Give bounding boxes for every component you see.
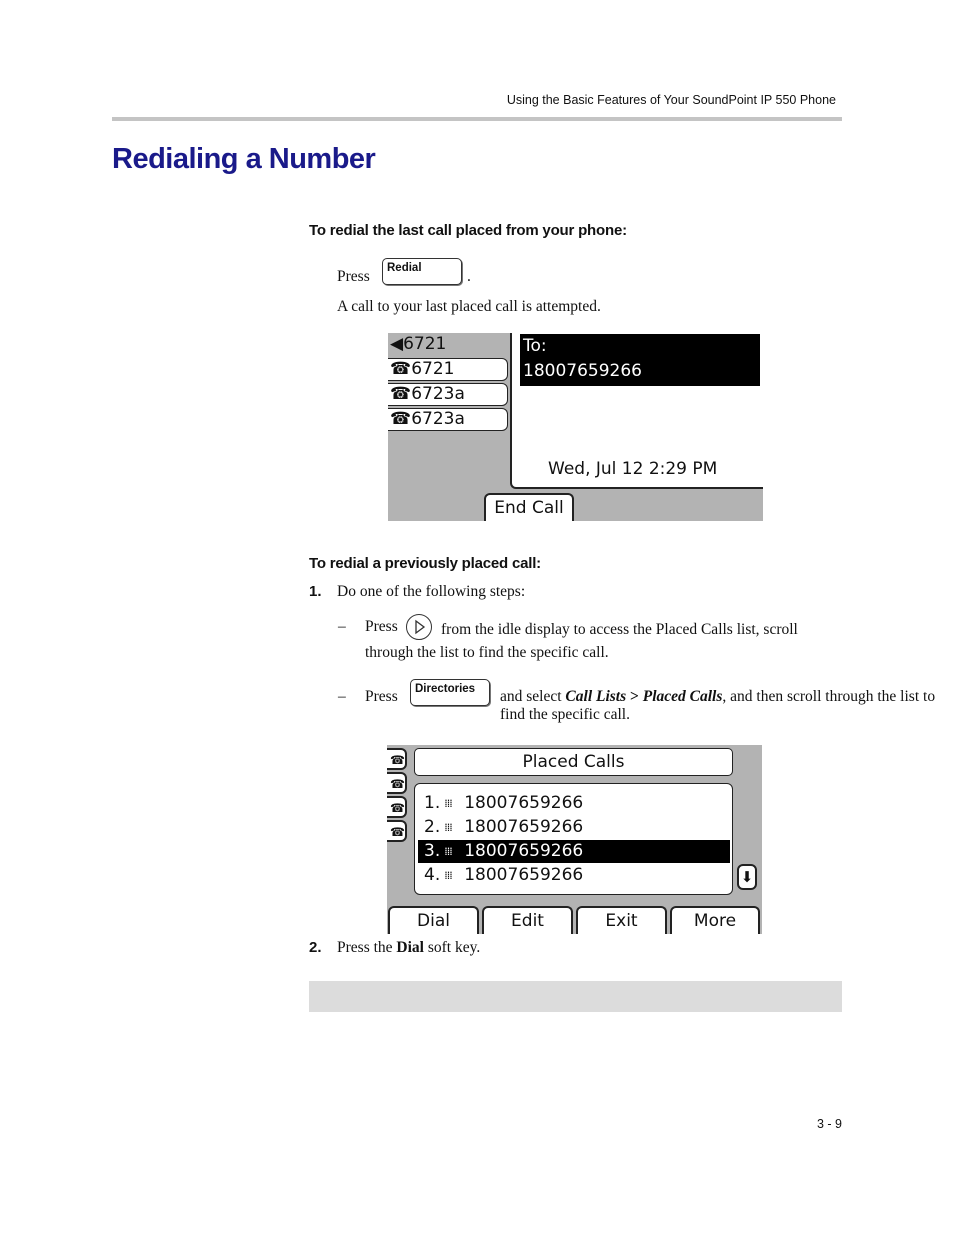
exit-softkey[interactable]: Exit [576, 906, 667, 934]
line-key-4[interactable]: ☎6723a [388, 408, 508, 431]
placed-calls-list [414, 783, 733, 895]
page-title: Redialing a Number [112, 143, 376, 175]
line-tab-1[interactable] [387, 748, 407, 770]
redial-key[interactable] [382, 258, 462, 285]
speaker-icon: ◀ [390, 334, 404, 354]
dialed-number: 18007659266 [523, 361, 642, 381]
note-bar [309, 981, 842, 1012]
list-item[interactable]: 4. ⁞⁞⁞ 18007659266 [424, 865, 584, 885]
section-heading-previous-call: To redial a previously placed call: [309, 555, 541, 572]
list-item-selected[interactable]: 3. ⁞⁞⁞ 18007659266 [418, 840, 730, 863]
phone-screen-placed-calls [387, 745, 762, 934]
placed-calls-title: Placed Calls [414, 748, 733, 776]
bullet-dash-2: – [338, 688, 346, 705]
list-item[interactable]: 2. ⁞⁞⁞ 18007659266 [424, 817, 584, 837]
phone-icon: ☎ [390, 753, 405, 767]
scroll-down-arrow-icon[interactable]: ⬇ [737, 864, 757, 890]
dialed-number-box [520, 334, 760, 386]
line-key-1[interactable]: ◀6721 [388, 334, 508, 357]
to-label: To: [523, 336, 547, 356]
redial-key-label: Redial [387, 262, 422, 274]
step-2-text: Press the Dial soft key. [337, 939, 481, 956]
end-call-softkey[interactable]: End Call [484, 493, 574, 521]
keypad-icon: ⁞⁞⁞ [444, 845, 452, 858]
phone-icon: ☎ [390, 384, 412, 404]
phone-screen-redial [388, 333, 763, 521]
list-item[interactable]: 1. ⁞⁞⁞ 18007659266 [424, 793, 584, 813]
result-text: A call to your last placed call is attempted. [337, 298, 601, 315]
line-tab-3[interactable] [387, 796, 407, 818]
dial-softkey[interactable]: Dial [388, 906, 479, 934]
line-key-2[interactable]: ☎6721 [388, 358, 508, 381]
keypad-icon: ⁞⁞⁞ [444, 869, 452, 882]
bullet-2-press: Press [365, 688, 398, 705]
phone-icon: ☎ [390, 777, 405, 791]
phone-icon: ☎ [390, 801, 405, 815]
line-key-3[interactable]: ☎6723a [388, 383, 508, 406]
keypad-icon: ⁞⁞⁞ [444, 821, 452, 834]
more-softkey[interactable]: More [670, 906, 760, 934]
phone-icon: ☎ [390, 409, 412, 429]
keypad-icon: ⁞⁞⁞ [444, 797, 452, 810]
step-2-number: 2. [309, 939, 322, 956]
directories-key[interactable] [410, 679, 490, 706]
bullet-dash-1: – [338, 618, 346, 635]
running-header: Using the Basic Features of Your SoundPoint IP 550 Phone [506, 93, 836, 107]
phone-icon: ☎ [390, 825, 405, 839]
date-time: Wed, Jul 12 2:29 PM [548, 459, 718, 479]
step-1-text: Do one of the following steps: [337, 583, 526, 600]
period: . [467, 268, 471, 285]
bullet-1-text: from the idle display to access the Placed Calls list, scroll through the list to find the specific call. [365, 621, 798, 661]
bullet-2-select: and select Call Lists > Placed Calls, and then scroll through the list to find the specific call. [500, 688, 936, 723]
press-label: Press [337, 268, 370, 285]
phone-icon: ☎ [390, 359, 412, 379]
bullet-1-press: Press [365, 618, 398, 635]
header-rule [112, 117, 842, 121]
page-number: 3 - 9 [816, 1117, 842, 1131]
section-heading-last-call: To redial the last call placed from your phone: [309, 222, 627, 239]
step-1-number: 1. [309, 583, 322, 600]
directories-key-label: Directories [415, 683, 476, 695]
edit-softkey[interactable]: Edit [482, 906, 573, 934]
line-tab-2[interactable] [387, 772, 407, 794]
line-tab-4[interactable] [387, 820, 407, 842]
